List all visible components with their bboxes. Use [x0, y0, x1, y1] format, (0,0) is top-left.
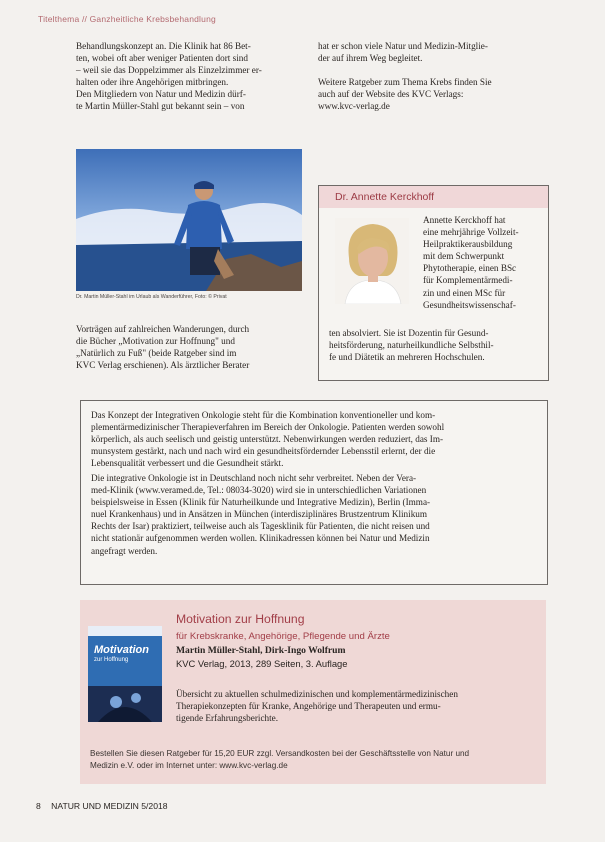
hiking-photo [76, 149, 302, 291]
text-line: Rechts der Isar) praktiziert, teilweise auch als Tagesklinik für Patienten, die nicht reisen und [91, 521, 430, 532]
text-line: zin und einen MSc für [423, 287, 506, 298]
left-column-top [76, 40, 302, 113]
page-number: 8 [36, 801, 41, 811]
text-line: Bestellen Sie diesen Ratgeber für 15,20 EUR zzgl. Versandkosten bei der Geschäftsstelle von Natur und [90, 749, 470, 758]
text-line: Vorträgen auf zahlreichen Wanderungen, durch [76, 324, 250, 334]
text-line: Weitere Ratgeber zum Thema Krebs finden Sie [318, 77, 492, 88]
author-portrait-image [335, 218, 409, 304]
header-section: Titelthema [38, 14, 80, 24]
website-link[interactable]: www.kvc-verlag.de [318, 101, 390, 112]
text-line: fe und Diätetik an mehreren Hochschulen. [329, 352, 485, 363]
header-separator: // [81, 14, 88, 24]
text-line: KVC Verlag erschienen). Als ärztlicher Berater [76, 360, 250, 371]
text-line: tigende Erfahrungsberichte. [176, 713, 279, 723]
book-cover-image [88, 626, 162, 722]
book-description [176, 688, 532, 724]
book-cover [88, 626, 162, 722]
text-line: der auf ihrem Weg begleitet. [318, 53, 423, 64]
book-authors: Martin Müller-Stahl, Dirk-Ingo Wolfrum [176, 645, 346, 656]
text-line: halten oder ihre Angehörigen mitbringen. [76, 77, 229, 88]
text-line: für Komplementärmedi- [423, 275, 513, 286]
text-line: munsystem gestärkt, nach und nach wird ein gesundheitsfördernder Lebensstil erlernt, der die [91, 446, 436, 457]
text-line: ten, wobei oft aber weniger Patienten dort sind [76, 53, 248, 64]
integrative-oncology-box [80, 400, 548, 585]
text-line: die Bücher „Motivation zur Hoffnung" und [76, 336, 235, 347]
text-line: Den Mitgliedern von Natur und Medizin dürf- [76, 89, 246, 100]
text-line: hat er schon viele Natur und Medizin-Mitglie- [318, 41, 488, 51]
book-subtitle: für Krebskranke, Angehörige, Pflegende und Ärzte [176, 631, 390, 642]
text-line: eine mehrjährige Vollzeit- [423, 227, 519, 238]
book-publisher: KVC Verlag, 2013, 289 Seiten, 3. Auflage [176, 658, 348, 669]
text-line: nicht stationär aufgenommen werden wollen. Klinikadressen können bei Natur und Medizin [91, 533, 430, 544]
book-cover-subtitle: zur Hoffnung [94, 657, 129, 663]
book-cover-title: Motivation [94, 644, 149, 656]
author-name: Dr. Annette Kerckhoff [319, 186, 548, 208]
photo-caption: Dr. Martin Müller-Stahl im Urlaub als Wanderführer, Foto: © Privat [76, 294, 227, 300]
text-line: auch auf der Website des KVC Verlags: [318, 89, 464, 100]
text-line: beispielsweise in Essen (Klinik für Naturheilkunde und Integrative Medizin), Berlin (Imma- [91, 497, 431, 508]
left-column-bottom [76, 323, 302, 371]
text-line: nuel Krankenhaus) und in Ansätzen in München (interdisziplinäres Brustzentrum Klinikum [91, 509, 428, 520]
text-line: körperlich, als auch seelisch und geistig unterstützt. Nebenwirkungen werden reduziert, das Im- [91, 434, 444, 445]
section-header [38, 14, 216, 24]
author-info-box [318, 185, 549, 381]
text-line: Phytotherapie, einen BSc [423, 263, 517, 274]
text-line: Gesundheitswissenschaf- [423, 299, 516, 310]
text-line: Die integrative Onkologie ist in Deutschland noch nicht sehr verbreitet. Neben der Vera- [91, 473, 417, 483]
text-line: plementärmedizinischer Therapieverfahren im Bereich der Onkologie. Patienten werden sowohl [91, 422, 445, 433]
text-line: Medizin e.V. oder im Internet unter: www.kvc-verlag.de [90, 760, 288, 770]
text-line: Das Konzept der Integrativen Onkologie steht für die Kombination konventioneller und kom- [91, 410, 436, 420]
text-line: Übersicht zu aktuellen schulmedizinischen und komplementärmedizinischen [176, 689, 458, 699]
text-line: Behandlungskonzept an. Die Klinik hat 86 Bet- [76, 41, 251, 51]
author-bio-bottom [329, 327, 541, 363]
hiker-image [76, 149, 302, 291]
text-line: Therapiekonzepten für Kranke, Angehörige und Therapeuten und ermu- [176, 701, 441, 711]
order-info [90, 748, 540, 771]
text-line: Lebensqualität verbessert und die Gesundheit stärkt. [91, 458, 284, 469]
header-topic: Ganzheitliche Krebsbehandlung [89, 14, 216, 24]
publication-name: NATUR UND MEDIZIN 5/2018 [51, 801, 168, 811]
text-line: te Martin Müller-Stahl gut bekannt sein – von [76, 101, 245, 112]
right-column-top [318, 40, 550, 112]
info-paragraph-2 [91, 472, 536, 557]
info-paragraph-1 [91, 409, 536, 469]
text-line: heitsförderung, naturheilkundliche Selbsthil- [329, 340, 494, 351]
book-title: Motivation zur Hoffnung [176, 612, 305, 626]
text-line: angefragt werden. [91, 545, 158, 556]
text-line: Heilpraktikerausbildung [423, 239, 513, 250]
author-portrait [335, 218, 409, 304]
text-line: – weil sie das Doppelzimmer als Einzelzimmer er- [76, 65, 262, 76]
page-footer [36, 801, 168, 811]
book-promo-box [80, 600, 546, 784]
text-line: med-Klinik (www.veramed.de, Tel.: 08034-3020) wird sie in unterschiedlichen Variationen [91, 485, 427, 496]
text-line: ten absolviert. Sie ist Dozentin für Gesund- [329, 328, 489, 338]
text-line: mit dem Schwerpunkt [423, 251, 505, 262]
text-line: „Natürlich zu Fuß" (beide Ratgeber sind im [76, 348, 237, 359]
author-bio-right [423, 214, 535, 311]
text-line: Annette Kerckhoff hat [423, 215, 506, 225]
